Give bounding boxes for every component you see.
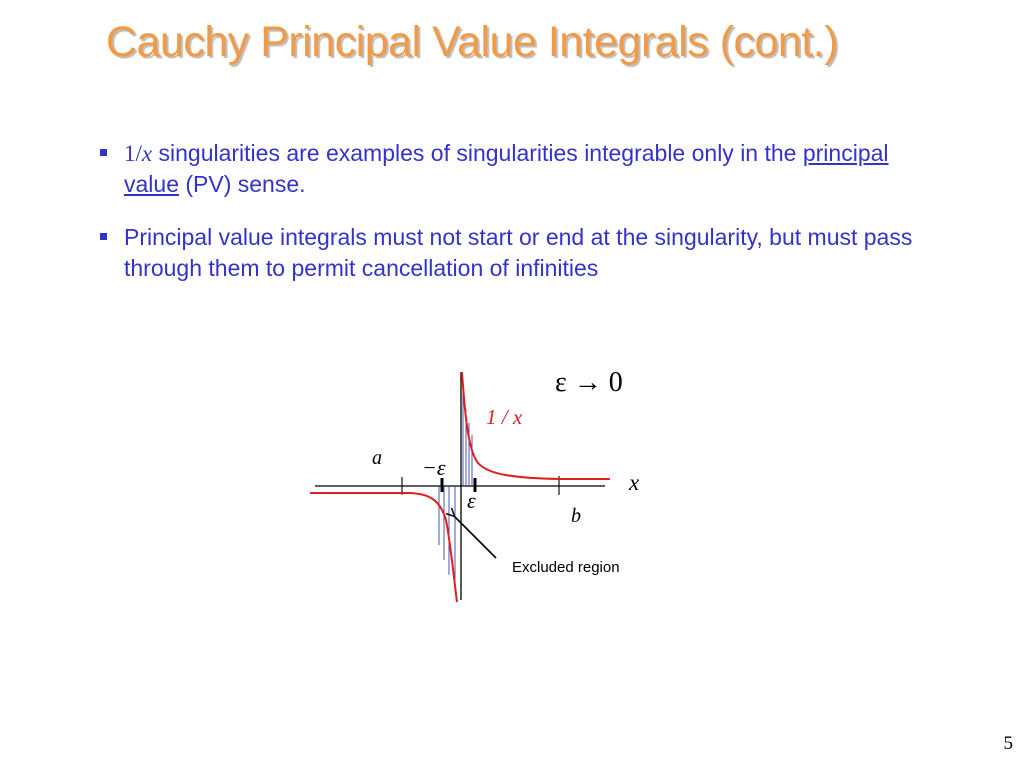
bullet-2-text: Principal value integrals must not start or end at the singularity, but must pass through them to permit cancellation of infinities xyxy=(124,224,913,281)
principal-value-diagram xyxy=(300,360,660,610)
a-label: a xyxy=(372,447,382,469)
excluded-region-arrow xyxy=(453,515,496,558)
negative-side-hatching xyxy=(439,486,455,591)
limit-label: ε → 0 xyxy=(555,367,623,398)
square-bullet-icon xyxy=(100,149,107,156)
bullet-item-1 xyxy=(98,138,918,200)
x-axis-label: x xyxy=(629,470,640,495)
bullet-1-text-part-2: (PV) sense. xyxy=(178,171,306,197)
curve-negative-branch xyxy=(310,493,457,602)
slide-title: Cauchy Principal Value Integrals (cont.) xyxy=(106,18,839,66)
principal-value-link[interactable]: principal value xyxy=(124,140,889,197)
b-label: b xyxy=(571,505,581,527)
negative-epsilon-label: −ε xyxy=(422,455,446,480)
bullet-list xyxy=(98,138,918,306)
excluded-region-label: Excluded region xyxy=(512,559,620,576)
curve-label: 1 / x xyxy=(486,405,523,429)
bullet-1-text-part-1: singularities are examples of singularities integrable only in the xyxy=(152,140,803,166)
bullet-item-2 xyxy=(98,222,918,284)
inline-math-1-over-x: 1/x xyxy=(124,141,153,166)
page-number: 5 xyxy=(1003,733,1013,754)
square-bullet-icon xyxy=(100,233,107,240)
positive-epsilon-label: ε xyxy=(467,488,476,513)
